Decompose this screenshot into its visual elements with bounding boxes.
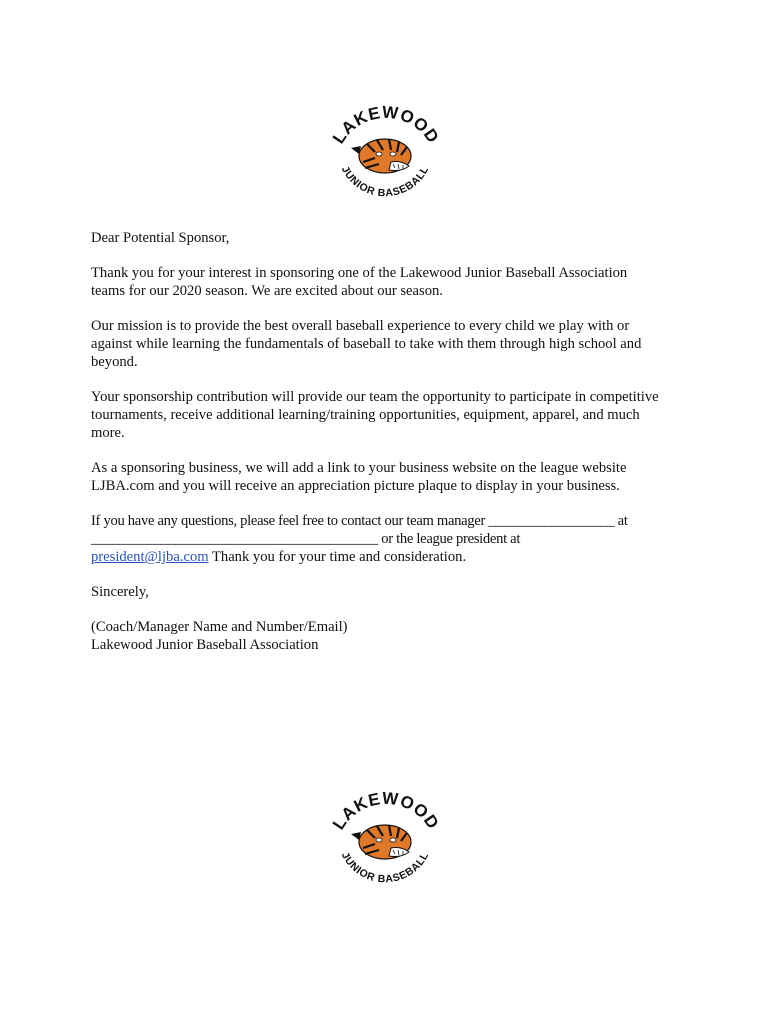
signature-line: (Coach/Manager Name and Number/Email) <box>91 619 348 635</box>
paragraph-contribution <box>91 388 691 442</box>
logo-top-text: LAKEWOOD <box>328 788 444 834</box>
paragraph-line: Our mission is to provide the best overall baseball experience to every child we play with or <box>91 318 630 334</box>
paragraph-contact <box>91 512 691 566</box>
paragraph-line <box>91 548 691 566</box>
closing: Sincerely, <box>91 584 149 600</box>
paragraph-mission <box>91 317 691 371</box>
paragraph-line: Thank you for your interest in sponsoring one of the Lakewood Junior Baseball Association <box>91 265 628 281</box>
paragraph-benefits <box>91 459 691 495</box>
salutation: Dear Potential Sponsor, <box>91 230 230 246</box>
paragraph-line: beyond. <box>91 354 138 370</box>
logo-svg <box>322 784 448 894</box>
paragraph-line: more. <box>91 425 125 441</box>
paragraph-line: against while learning the fundamentals of baseball to take with them through high school and <box>91 336 642 352</box>
signature-line: Lakewood Junior Baseball Association <box>91 637 319 653</box>
signature-block <box>91 618 691 654</box>
tiger-head-icon <box>351 139 411 173</box>
paragraph-line: As a sponsoring business, we will add a link to your business website on the league website <box>91 460 627 476</box>
logo-bottom-text: JUNIOR BASEBALL <box>338 850 432 886</box>
paragraph-line: _________________________________________ or the league president at <box>91 531 521 547</box>
logo-top-text: LAKEWOOD <box>328 102 444 148</box>
letter-body <box>91 229 691 671</box>
paragraph-line: If you have any questions, please feel free to contact our team manager __________________ at <box>91 513 628 529</box>
paragraph-line: tournaments, receive additional learning/training opportunities, equipment, apparel, and much <box>91 407 640 423</box>
paragraph-line-rest: Thank you for your time and consideration. <box>208 549 467 565</box>
email-link[interactable]: president@ljba.com <box>91 549 209 565</box>
logo-svg <box>322 98 448 208</box>
logo-bottom-text: JUNIOR BASEBALL <box>338 164 432 200</box>
lakewood-logo <box>322 98 448 208</box>
paragraph-line: teams for our 2020 season. We are excited about our season. <box>91 283 443 299</box>
paragraph-line: Your sponsorship contribution will provide our team the opportunity to participate in competitive <box>91 389 659 405</box>
paragraph-thanks <box>91 264 691 300</box>
tiger-head-icon <box>351 825 411 859</box>
paragraph-line: LJBA.com and you will receive an appreciation picture plaque to display in your business. <box>91 478 620 494</box>
lakewood-logo-bottom <box>322 784 448 894</box>
